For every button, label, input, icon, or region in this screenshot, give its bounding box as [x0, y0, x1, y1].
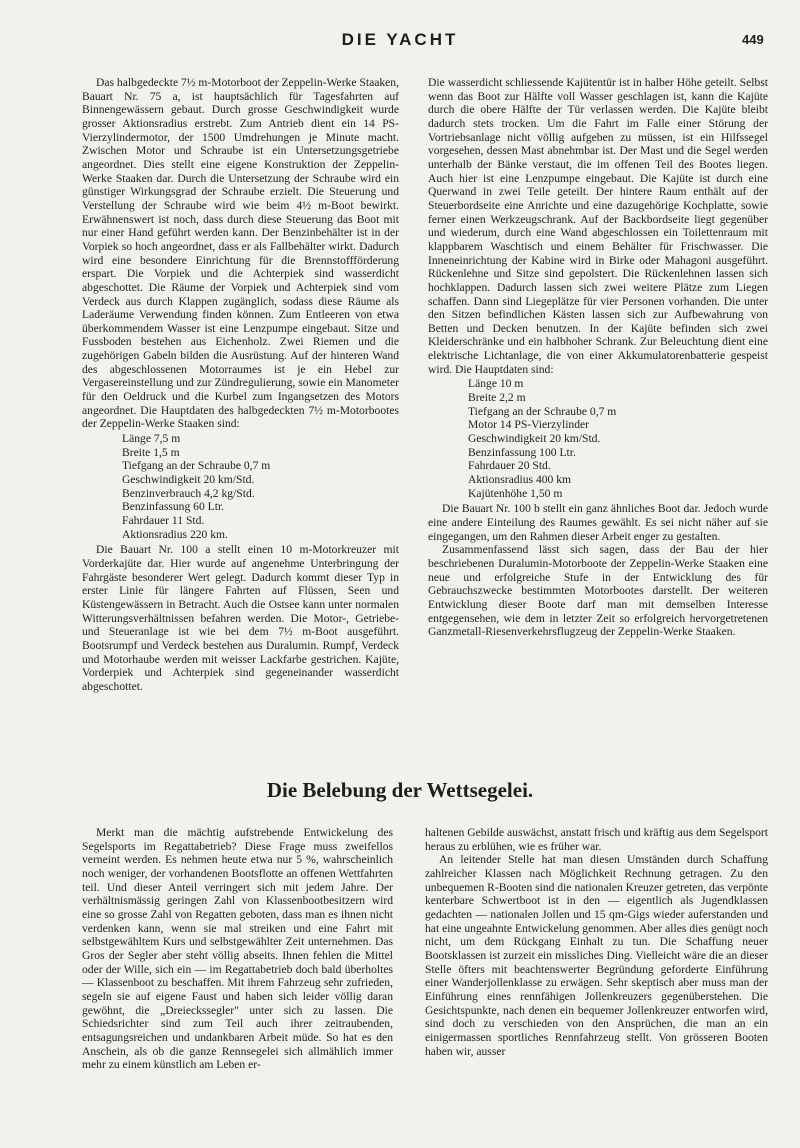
spec-item: Geschwindigkeit 20 km/Std. [468, 432, 601, 446]
spec-item: Fahrdauer 20 Std. [468, 459, 551, 473]
spec-item: Länge 7,5 m [122, 432, 181, 446]
spec-item: Geschwindigkeit 20 km/Std. [122, 473, 255, 487]
spec-item: Tiefgang an der Schraube 0,7 m [468, 404, 617, 418]
paragraph-cabin: Die wasserdicht schliessende Kajütentür ist in halber Höhe geteilt. Selbst wenn das Boot zur Hälfte voll Wasser geschlagen ist, kann die Kajüte durch die obere Hälfte der Tür verlassen werden. Die Kajüte bleibt dadurch stets trocken. Um die Fahrt im Falle einer Störung der Vortriebsanlage nicht völlig aufgeben zu müssen, ist ein Hilfssegel vorgesehen, dessen Mast abnehmbar ist. Der Mast und die Segel werden unterhalb der Bänke verstaut, die im offenen Teil des Bootes liegen. Auch hier ist eine Lenzpumpe eingebaut. Die Kajüte ist durch eine Querwand in zwei Teile geteilt. Der hintere Raum enthält auf der Steuerbordseite eine Anrichte und eine dazugehörige Kochplatte, sowie ferner einen Werkzeugschrank. Auf der Backbordseite liegt gegenüber und wiederum, durch eine Wand abgeschlossen ein Toilettenraum mit klappbarem Waschtisch und einem Behälter für Frischwasser. Die Inneneinrichtung der Kabine wird in Birke oder Mahagoni ausgeführt. Rückenlehne und Sitze sind gepolstert. Die Rückenlehnen lassen sich hochklappen. Dadurch lassen sich zwei weitere Plätze zum Liegen schaffen. Dann sind Liegeplätze für vier Personen vorhanden. Die unter den Sitzen befindlichen Kästen lassen sich zur Aufbewahrung von Betten und Decken benutzen. In der Kajüte befinden sich zwei Kleiderschränke und ein halbhoher Schrank. Zur Beleuchtung dient eine elektrische Lichtanlage, die von einer Akkumulatorenbatterie gespeist wird. Die Hauptdaten sind: [428, 76, 768, 376]
spec-item: Fahrdauer 11 Std. [122, 514, 205, 527]
paragraph-classes: An leitender Stelle hat man diesen Umständen durch Schaffung zahlreicher Klassen nach Möglichkeit Rechnung getragen. Zu den unbequemen R-Booten sind die nationalen Kreuzer getreten, das verpönte kenterbare Schwertboot ist in den — eigentlich als Jugendklassen gedachten — nationalen Jollen und 15 qm-Gigs wieder auferstanden und hat eine ungeahnte Entwickelung genommen. Aber alles dies genügt noch nicht, um dem Rückgang Einhalt zu tun. Die Schaffung neuer Bootsklassen ist zurzeit ein missliches Ding. Vielleicht wäre die an dieser Stelle öfters mit beachtenswerter Begründung geforderte Einführung einer Wanderjollenklasse zu erwägen. Sehr skeptisch aber muss man der Einführung eines rennfähigen Jollenkreuzers gegenüberstehen. Die Gesichtspunkte, nach denen ein bequemer Jollenkreuzer entworfen wird, sind doch zu verschieden von den Ansprüchen, die man an ein einigermassen sportliches Rennfahrzeug stellt. Von grösseren Booten haben wir, ausser [425, 853, 768, 1058]
spec-item: Länge 10 m [468, 377, 524, 391]
paragraph-100b: Die Bauart Nr. 100 b stellt ein ganz ähnliches Boot dar. Jedoch wurde eine andere Einteilung des Raumes gewählt. Es sei nicht näher auf sie eingegangen, um den Rahmen dieser Arbeit enger zu gestalten. [428, 502, 768, 543]
paragraph-7-5m-boat: Das halbgedeckte 7½ m-Motorboot der Zeppelin-Werke Staaken, Bauart Nr. 75 a, ist hauptsächlich für Tagesfahrten auf Binnengewässern gebaut. Durch grosse Geschwindigkeit wurde grosser Aktionsradius erstrebt. Zum Antrieb dient ein 14 PS-Vierzylindermotor, der 1500 Umdrehungen je Minute macht. Zwischen Motor und Schraube ist ein Untersetzungsgetriebe angeordnet. Dies stellt eine eigene Konstruktion der Zeppelin-Werke Staaken dar. Durch die Untersetzung der Schraube wird ein günstiger Wirkungsgrad der Schraube erzielt. Die Steuerung und Verstellung der Schraube wird wie beim 4½ m-Boot bewirkt. Erwähnenswert ist noch, dass durch diese Steuerung das Boot mit nur einer Hand geführt werden kann. Der Benzinbehälter ist in der Vorpiek so hoch angeordnet, dass er als Fallbehälter wirkt. Dadurch wird eine besondere Einrichtung für die Brennstoffförderung erspart. Die Vorpiek und die Achterpiek sind wasserdicht abgeschottet. Die Räume der Vorpiek und Achterpiek sind vom Verdeck aus durch Klappen zugänglich, sodass diese Räume als Laderäume Verwendung finden können. Zum Entleeren von etwa überkommendem Wasser ist eine Lenzpumpe eingebaut. Sitze und Fussboden bestehen aus Eichenholz. Zwei Riemen und die zugehörigen Gabeln bilden die Ausrüstung. Auf der hinteren Wand des abgeschlossenen Motorraumes ist je ein Hebel zur Vergasereinstellung und zur Zündregulierung, sowie ein Manometer für den Oeldruck und die Kurbel zum Ingangsetzen des Motors angeordnet. Die Hauptdaten des halbgedeckten 7½ m-Motorbootes der Zeppelin-Werke Staaken sind: [82, 76, 399, 431]
spec-item: Benzinverbrauch 4,2 kg/Std. [122, 486, 255, 500]
spec-item: Benzinfassung 100 Ltr. [468, 445, 576, 459]
spec-list-7-5m [122, 432, 399, 541]
page-number: 449 [742, 32, 764, 47]
column-left-bottom [82, 826, 393, 1072]
paragraph-summary: Zusammenfassend lässt sich sagen, dass der Bau der hier beschriebenen Duralumin-Motorboote der Zeppelin-Werke Staaken eine neue und erfolgreiche Stufe in der Entwicklung des für Gebrauchszwecke bestimmten Motorbootes darstellt. Der weiteren Entwicklung dieser Boote darf man mit demselben Interesse entgegensehen, wie dem in letzter Zeit so erfolgreich hervorgetretenen Ganzmetall-Riesenverkehrsflugzeug der Zeppelin-Werke Staaken. [428, 543, 768, 639]
paragraph-100a-cruiser: Die Bauart Nr. 100 a stellt einen 10 m-Motorkreuzer mit Vorderkajüte dar. Hier wurde auf angenehme Unterbringung der Fahrgäste besonderer Wert gelegt. Dadurch kommt dieser Typ in erster Linie für längere Fahrten auf Flüssen, Seen und Küstengewässern in Betracht. Auch die Ostsee kann unter normalen Witterungsverhältnissen befahren werden. Die Motor-, Getriebe- und Steueranlage ist wie bei dem 7½ m-Boot ausgeführt. Bootsrumpf und Verdeck bestehen aus Duralumin. Rumpf, Verdeck und Motorhaube werden mit weisser Lackfarbe gestrichen. Kajüte, Vorderpiek und Achterpiek sind gegeneinander wasserdicht abgeschottet. [82, 543, 399, 693]
spec-item: Aktionsradius 220 km. [122, 527, 228, 541]
running-header: DIE YACHT [341, 30, 459, 49]
column-right-top [428, 76, 768, 639]
spec-list-10m [468, 377, 768, 500]
spec-item: Breite 2,2 m [468, 391, 526, 405]
article-title: Die Belebung der Wettsegelei. [266, 778, 534, 802]
spec-item: Tiefgang an der Schraube 0,7 m [122, 459, 271, 473]
spec-item: Kajütenhöhe 1,50 m [468, 486, 563, 500]
spec-item: Breite 1,5 m [122, 445, 180, 459]
spec-item: Benzinfassung 60 Ltr. [122, 500, 225, 514]
spec-item: Motor 14 PS-Vierzylinder [468, 418, 590, 432]
paragraph-continuation: haltenen Gebilde auswächst, anstatt frisch und kräftig aus dem Segelsport heraus zu erblühen, wie es früher war. [425, 826, 768, 853]
spec-item: Aktionsradius 400 km [468, 473, 572, 487]
column-right-bottom [425, 826, 768, 1058]
column-left-top [82, 76, 399, 694]
paragraph-regatta-intro: Merkt man die mächtig aufstrebende Entwickelung des Segelsports im Regattabetrieb? Diese Frage muss zweifellos verneint werden. Es nehmen heute etwa nur 5 %, wahrscheinlich noch weniger, der vorhandenen Bootsflotte an offenen Wettfahrten teil. Und dieser Anteil verringert sich mit jedem Jahre. Der verhältnismässig geringen Zahl von Klassenbootbesitzern wird eine so grosse Zahl von Regatten geboten, dass man es ihnen nicht verdenken kann, wenn sie mal streiken und eine Fahrt mit selbstgewähltem Kurs und selbstgewählter Zeit unternehmen. Das Gros der Segler aber steht völlig abseits. Ihnen fehlen die Mittel oder der Wille, sich ein — im Regattabetrieb doch bald überholtes — Klassenboot zu beschaffen. Mit ihrem Fahrzeug sehr zufrieden, segeln sie auf eigene Faust und haben sich leider völlig daran gewöhnt, die „Dreieckssegler" unter sich zu lassen. Die Schiedsrichter sind zum Teil auch ihrer zeitraubenden, entsagungsreichen und undankbaren Arbeit müde. So hat es den Anschein, als ob die ganze Rennsegelei sich allmählich immer mehr zu einem künstlich am Leben er- [82, 826, 393, 1072]
